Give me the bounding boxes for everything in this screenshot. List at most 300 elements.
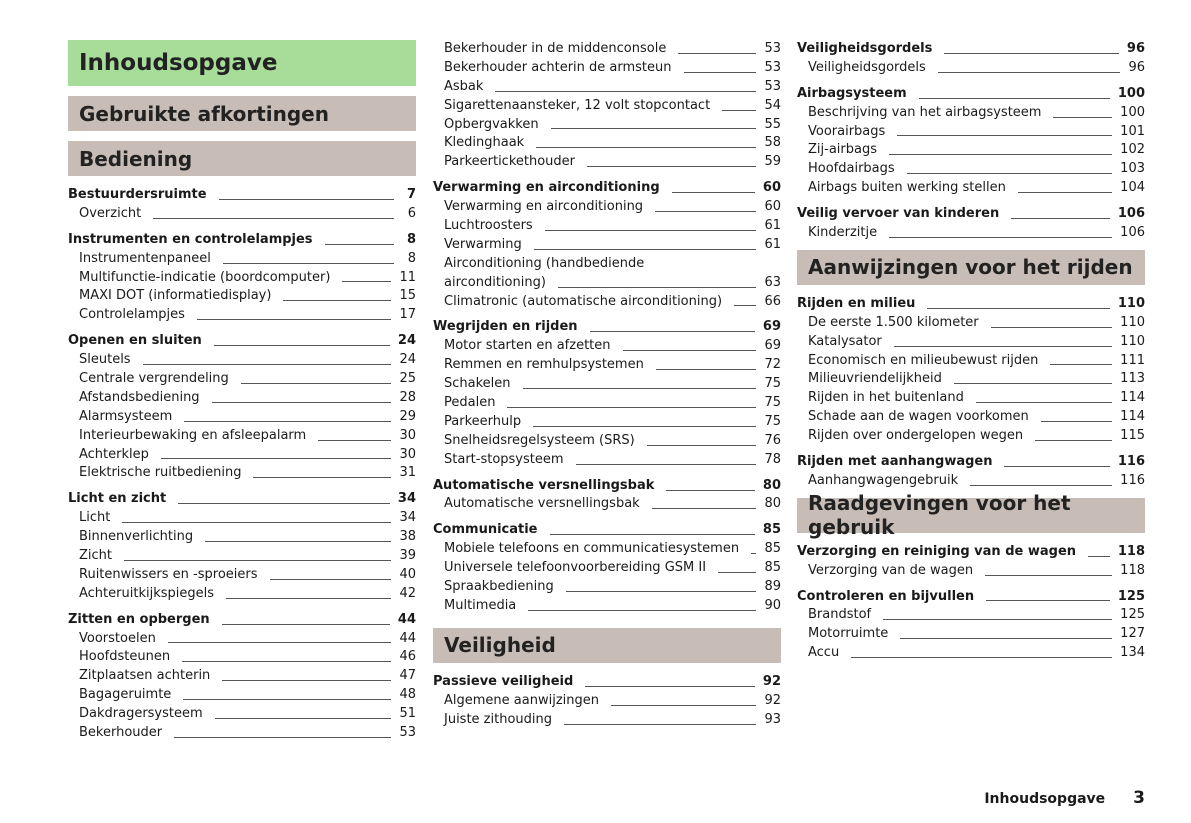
leader-line [122, 522, 391, 523]
entry-text: Rijden over ondergelopen wegen [808, 428, 1024, 444]
entry-text: Opbergvakken [444, 116, 539, 132]
toc-section [797, 85, 1145, 198]
leader-line [528, 610, 756, 611]
entry-text: Asbak [444, 78, 484, 94]
entry-text: Veiligheidsgordels [808, 59, 926, 75]
entry-page: 39 [399, 548, 416, 564]
section-title: Licht en zicht [68, 491, 167, 507]
entry-page: 134 [1120, 645, 1145, 661]
leader-line [1011, 218, 1110, 219]
toc-section [797, 588, 1145, 664]
entry-text: Instrumentenpaneel [79, 250, 211, 266]
toc-section [68, 231, 416, 325]
toc-entry[interactable] [433, 198, 781, 217]
entry-page: 80 [764, 496, 781, 512]
toc-entry[interactable] [433, 59, 781, 78]
leader-line [1050, 364, 1112, 365]
entry-page: 11 [399, 269, 416, 285]
toc-entry[interactable] [68, 686, 416, 705]
entry-text: Zitplaatsen achterin [79, 668, 211, 684]
entry-page: 118 [1120, 562, 1145, 578]
leader-line [655, 211, 756, 212]
leader-line [564, 724, 756, 725]
leader-line [222, 624, 390, 625]
leader-line [985, 575, 1112, 576]
leader-line [851, 657, 1112, 658]
leader-line [222, 680, 391, 681]
entry-page: 104 [1120, 180, 1145, 196]
toc-entry[interactable] [797, 625, 1145, 644]
toc-entry[interactable] [433, 496, 781, 515]
entry-page: 66 [764, 293, 781, 309]
toc-section [68, 490, 416, 603]
entry-text: Ruitenwissers en -sproeiers [79, 566, 258, 582]
entry-text: Voorairbags [808, 123, 886, 139]
entry-page: 75 [764, 376, 781, 392]
section-entry[interactable] [797, 40, 1145, 59]
entry-text: Alarmsysteem [79, 408, 173, 424]
entry-page: 38 [399, 529, 416, 545]
section-page: 24 [397, 333, 416, 349]
entry-text: Remmen en remhulpsystemen [444, 357, 644, 373]
toc-entry[interactable] [68, 724, 416, 743]
leader-line [533, 426, 756, 427]
toc-entry[interactable] [797, 59, 1145, 78]
toc-section [433, 477, 781, 515]
footer-title: Inhoudsopgave [984, 791, 1106, 807]
toc-entry[interactable] [68, 509, 416, 528]
leader-line [558, 287, 757, 288]
entry-page: 24 [399, 352, 416, 368]
section-title: Verzorging en reiniging van de wagen [797, 543, 1077, 559]
leader-line [534, 249, 757, 250]
toc-entry[interactable] [433, 116, 781, 135]
entry-page: 89 [764, 579, 781, 595]
section-entry[interactable] [433, 521, 781, 540]
leader-line [897, 135, 1112, 136]
toc-entry[interactable] [68, 585, 416, 604]
toc-entry[interactable] [433, 413, 781, 432]
section-entry[interactable] [68, 231, 416, 250]
leader-line [342, 281, 391, 282]
entry-text: MAXI DOT (informatiedisplay) [79, 288, 272, 304]
leader-line [907, 173, 1112, 174]
section-page: 60 [762, 180, 781, 196]
toc-entry[interactable] [797, 104, 1145, 123]
section-entry[interactable] [797, 85, 1145, 104]
entry-text: Spraakbediening [444, 579, 554, 595]
toc-section [433, 318, 781, 469]
toc-section [68, 611, 416, 743]
entry-text: Binnenverlichting [79, 529, 194, 545]
entry-text: Automatische versnellingsbak [444, 496, 640, 512]
entry-text: Schakelen [444, 376, 511, 392]
entry-page: 30 [399, 446, 416, 462]
leader-line [215, 718, 392, 719]
entry-text: Kinderzitje [808, 225, 878, 240]
leader-line [751, 553, 756, 554]
toc-section [68, 186, 416, 224]
entry-page: 46 [399, 649, 416, 665]
section-entry[interactable] [68, 611, 416, 630]
leader-line [986, 600, 1110, 601]
entry-page: 75 [764, 395, 781, 411]
toc-entry[interactable] [797, 160, 1145, 179]
entry-text: Aanhangwagengebruik [808, 472, 959, 488]
toc-entry[interactable] [797, 352, 1145, 371]
section-entry[interactable] [433, 179, 781, 198]
entry-page: 102 [1120, 142, 1145, 158]
entry-page: 55 [764, 116, 781, 132]
entry-text: Verwarming en airconditioning [444, 199, 644, 215]
toc-entry[interactable] [68, 250, 416, 269]
chapter-rijden[interactable]: Aanwijzingen voor het rijden [797, 250, 1145, 285]
leader-line [214, 345, 390, 346]
toc-entry[interactable] [433, 78, 781, 97]
leader-line [576, 464, 757, 465]
toc-entry[interactable] [433, 578, 781, 597]
toc-entry[interactable] [797, 123, 1145, 142]
entry-text: Mobiele telefoons en communicatiesystemen [444, 541, 740, 557]
section-title: Automatische versnellingsbak [433, 477, 655, 493]
toc-entry[interactable] [68, 306, 416, 325]
entry-text: Licht [79, 510, 111, 526]
entry-text: Multifunctie-indicatie (boordcomputer) [79, 269, 331, 285]
entry-text: Multimedia [444, 597, 517, 613]
toc-entry[interactable] [433, 40, 781, 59]
toc-entry[interactable] [433, 134, 781, 153]
entry-text: Sigarettenaansteker, 12 volt stopcontact [444, 97, 711, 113]
section-page: 110 [1117, 295, 1145, 311]
toc-entry[interactable] [68, 667, 416, 686]
toc-entry-multiline[interactable] [433, 255, 781, 293]
entry-text: Economisch en milieubewust rijden [808, 352, 1039, 368]
leader-line [587, 166, 756, 167]
leader-line [678, 53, 756, 54]
section-title: Wegrijden en rijden [433, 319, 578, 335]
entry-text: Rijden in het buitenland [808, 390, 964, 406]
toc-entry[interactable] [68, 705, 416, 724]
leader-line [523, 388, 757, 389]
toc-entry[interactable] [433, 432, 781, 451]
leader-line [226, 598, 391, 599]
leader-line [623, 350, 757, 351]
leader-line [143, 364, 392, 365]
entry-text: Accu [808, 645, 840, 661]
chapter-veiligheid[interactable]: Veiligheid [433, 628, 781, 663]
entry-text: Overzicht [79, 205, 142, 221]
section-page: 80 [762, 477, 781, 493]
toc-entry[interactable] [68, 566, 416, 585]
toc-entry[interactable] [68, 528, 416, 547]
toc-entry[interactable] [797, 389, 1145, 408]
toc-entry[interactable] [797, 333, 1145, 352]
entry-page: 34 [399, 510, 416, 526]
toc-entry[interactable] [433, 597, 781, 616]
leader-line [153, 218, 394, 219]
section-page: 100 [1117, 85, 1145, 101]
toc-entry[interactable] [433, 337, 781, 356]
entry-page: 61 [764, 218, 781, 233]
leader-line [991, 327, 1113, 328]
entry-page: 110 [1120, 333, 1145, 349]
toc-entry[interactable] [433, 540, 781, 559]
toc-section [433, 521, 781, 615]
leader-line [894, 346, 1112, 347]
toc-entry[interactable] [797, 472, 1145, 491]
toc-entry[interactable] [433, 451, 781, 470]
entry-page: 85 [764, 560, 781, 576]
entry-page: 17 [399, 307, 416, 323]
section-page: 34 [397, 491, 416, 507]
toc-entry[interactable] [68, 370, 416, 389]
section-entry[interactable] [433, 477, 781, 496]
toc-entry[interactable] [68, 547, 416, 566]
leader-line [219, 199, 394, 200]
entry-page: 47 [399, 668, 416, 684]
entry-text: Verwarming [444, 236, 522, 252]
toc-entry[interactable] [68, 464, 416, 483]
leader-line [900, 638, 1112, 639]
section-page: 8 [406, 231, 416, 247]
entry-page: 53 [399, 725, 416, 741]
section-entry[interactable] [68, 490, 416, 509]
entry-page: 125 [1120, 607, 1145, 623]
page-footer [960, 788, 1145, 808]
toc-column-1 [68, 40, 416, 750]
leader-line [550, 534, 755, 535]
toc-entry[interactable] [68, 427, 416, 446]
section-entry[interactable] [68, 332, 416, 351]
entry-text: Milieuvriendelijkheid [808, 371, 942, 387]
entry-text: Hoofdsteunen [79, 649, 171, 665]
section-page: 69 [762, 319, 781, 335]
entry-text: Centrale vergrendeling [79, 371, 229, 386]
section-entry[interactable] [68, 186, 416, 205]
section-entry[interactable] [797, 588, 1145, 607]
section-entry[interactable] [797, 543, 1145, 562]
entry-page: 69 [764, 338, 781, 354]
section-title: Verwarming en airconditioning [433, 180, 660, 196]
leader-line [283, 300, 391, 301]
leader-line [212, 402, 392, 403]
entry-text: Climatronic (automatische airconditioning) [444, 293, 723, 309]
toc-entry[interactable] [68, 269, 416, 288]
section-page: 125 [1117, 588, 1145, 604]
toc-entry[interactable] [68, 389, 416, 408]
entry-page: 96 [1128, 59, 1145, 75]
entry-page: 31 [399, 465, 416, 481]
entry-page: 93 [764, 711, 781, 727]
leader-line [1018, 192, 1112, 193]
leader-line [718, 572, 756, 573]
entry-page: 106 [1120, 225, 1145, 240]
section-page: 92 [762, 673, 781, 689]
entry-page: 54 [764, 97, 781, 113]
toc-entry[interactable] [68, 408, 416, 427]
toc-entry[interactable] [68, 648, 416, 667]
entry-page: 40 [399, 566, 416, 582]
leader-line [672, 192, 755, 193]
chapter-gebruik[interactable]: Raadgevingen voor het gebruik [797, 498, 1145, 533]
leader-line [182, 661, 391, 662]
entry-page: 59 [764, 154, 781, 170]
entry-text: Pedalen [444, 395, 496, 411]
entry-page: 53 [764, 59, 781, 75]
entry-page: 72 [764, 357, 781, 373]
toc-entry[interactable] [797, 141, 1145, 160]
toc-entry[interactable] [68, 205, 416, 224]
toc-entry[interactable] [433, 293, 781, 312]
toc-entry[interactable] [433, 217, 781, 236]
toc-section [68, 332, 416, 483]
entry-page: 113 [1120, 371, 1145, 387]
toc-section [433, 673, 781, 730]
toc-entry[interactable] [68, 630, 416, 649]
entry-page: 76 [764, 432, 781, 448]
toc-entry[interactable] [797, 408, 1145, 427]
leader-line [938, 72, 1121, 73]
section-entry[interactable] [433, 673, 781, 692]
leader-line [270, 579, 392, 580]
entry-text: Dakdragersysteem [79, 706, 203, 722]
toc-section [433, 179, 781, 311]
leader-line [161, 458, 392, 459]
leader-line [889, 237, 1112, 238]
entry-text: Parkeerhulp [444, 413, 522, 429]
leader-line [666, 490, 755, 491]
entry-text: Brandstof [808, 607, 872, 623]
toc-entry[interactable] [433, 375, 781, 394]
entry-page: 85 [764, 541, 781, 557]
leader-line [883, 619, 1112, 620]
entry-page: 75 [764, 413, 781, 429]
toc-entry[interactable] [68, 446, 416, 465]
toc-entry[interactable] [433, 711, 781, 730]
leader-line [197, 319, 392, 320]
toc-entry[interactable] [797, 370, 1145, 389]
entry-text: Hoofdairbags [808, 161, 895, 177]
section-page: 7 [406, 186, 416, 202]
entry-text: Start-stopsysteem [444, 451, 564, 467]
entry-text: Airbags buiten werking stellen [808, 180, 1006, 196]
entry-page: 116 [1120, 472, 1145, 488]
entry-text: Schade aan de wagen voorkomen [808, 409, 1029, 425]
entry-text: Controlelampjes [79, 307, 185, 323]
toc-entry[interactable] [797, 224, 1145, 243]
entry-text: Bagageruimte [79, 687, 172, 703]
leader-line [507, 407, 756, 408]
leader-line [652, 508, 757, 509]
toc-entry[interactable] [797, 562, 1145, 581]
entry-text: Universele telefoonvoorbereiding GSM II [444, 560, 707, 576]
chapter-afkortingen[interactable]: Gebruikte afkortingen [68, 96, 416, 131]
leader-line [536, 147, 756, 148]
leader-line [734, 305, 756, 306]
leader-line [183, 699, 391, 700]
entry-page: 110 [1120, 314, 1145, 330]
toc-entry[interactable] [68, 351, 416, 370]
leader-line [1004, 466, 1109, 467]
toc-section [797, 205, 1145, 243]
entry-page: 53 [764, 78, 781, 94]
toc-entry[interactable] [433, 356, 781, 375]
entry-page: 92 [764, 692, 781, 708]
leader-line [551, 128, 757, 129]
entry-page: 90 [764, 597, 781, 613]
entry-text: Luchtroosters [444, 218, 533, 233]
toc-entry[interactable] [797, 179, 1145, 198]
toc-entry[interactable] [433, 236, 781, 255]
leader-line [184, 421, 391, 422]
entry-text: Elektrische ruitbediening [79, 465, 242, 481]
entry-text: Voorstoelen [79, 630, 156, 646]
toc-entry[interactable] [433, 97, 781, 116]
leader-line [1053, 117, 1112, 118]
entry-page: 101 [1120, 123, 1145, 139]
toc-entry[interactable] [433, 153, 781, 172]
section-entry[interactable] [433, 318, 781, 337]
section-entry[interactable] [797, 453, 1145, 472]
leader-line [566, 591, 757, 592]
entry-text: Interieurbewaking en afsleepalarm [79, 427, 307, 443]
entry-page: 51 [399, 706, 416, 722]
section-title: Veiligheidsgordels [797, 40, 933, 56]
leader-line [976, 402, 1112, 403]
leader-line [590, 331, 755, 332]
section-page: 96 [1126, 40, 1145, 56]
entry-page: 53 [764, 40, 781, 56]
entry-text: Zicht [79, 548, 113, 564]
entry-text-line2: airconditioning) [444, 274, 546, 290]
leader-line [318, 440, 391, 441]
toc-entry[interactable] [797, 314, 1145, 333]
toc-section [797, 453, 1145, 491]
entry-text: Beschrijving van het airbagsysteem [808, 104, 1042, 120]
leader-line [970, 485, 1112, 486]
toc-entry[interactable] [797, 644, 1145, 663]
section-title: Zitten en opbergen [68, 611, 210, 627]
leader-line [927, 308, 1109, 309]
leader-line [1088, 556, 1110, 557]
toc-entry[interactable] [433, 559, 781, 578]
section-page: 118 [1117, 543, 1145, 559]
leader-line [178, 503, 390, 504]
toc-entry[interactable] [433, 692, 781, 711]
entry-text: Bekerhouder [79, 725, 163, 741]
leader-line [241, 383, 392, 384]
chapter-bediening[interactable]: Bediening [68, 141, 416, 176]
entry-page: 60 [764, 199, 781, 215]
section-page: 44 [397, 611, 416, 627]
entry-text: Zij-airbags [808, 142, 877, 158]
toc-section [797, 40, 1145, 78]
toc-entry[interactable] [797, 427, 1145, 446]
toc-entry[interactable] [68, 287, 416, 306]
leader-line [205, 541, 391, 542]
section-entry[interactable] [797, 295, 1145, 314]
leader-line [684, 72, 757, 73]
leader-line [656, 369, 757, 370]
section-entry[interactable] [797, 205, 1145, 224]
entry-text: Afstandsbediening [79, 389, 200, 405]
section-title: Passieve veiligheid [433, 673, 574, 689]
toc-entry[interactable] [433, 394, 781, 413]
toc-entry[interactable] [797, 606, 1145, 625]
leader-line [611, 705, 756, 706]
entry-text: Parkeertickethouder [444, 154, 576, 170]
toc-column-2 [433, 40, 781, 737]
